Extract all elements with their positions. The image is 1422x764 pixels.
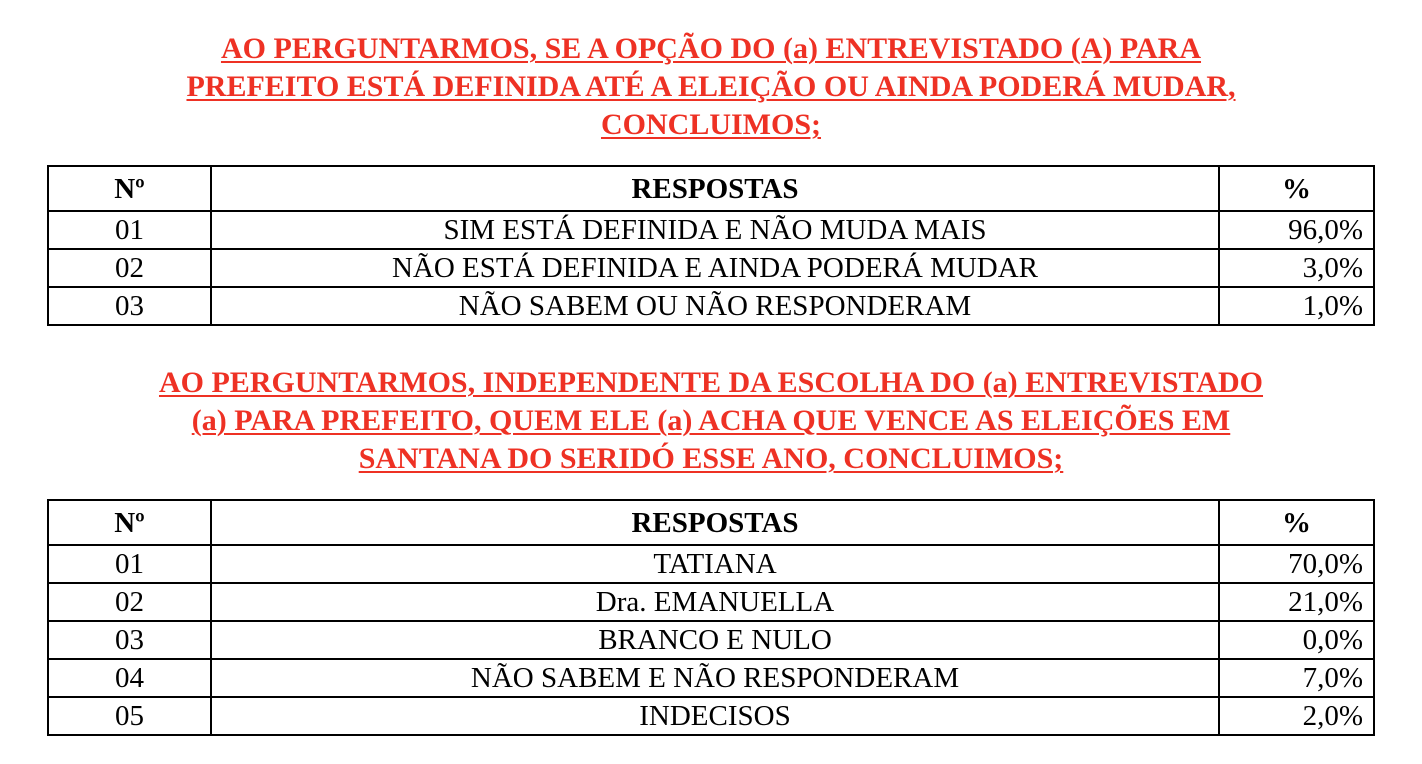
table-row [48,287,1374,325]
table-row [48,249,1374,287]
row-number: 02 [48,583,211,621]
row-percent: 0,0% [1219,621,1374,659]
table-row [48,659,1374,697]
section1-heading [0,30,1422,144]
winner-expectation-table [47,499,1375,736]
section2-heading [0,364,1422,478]
table-header-row [48,166,1374,211]
row-response: Dra. EMANUELLA [211,583,1219,621]
row-number: 04 [48,659,211,697]
row-percent: 21,0% [1219,583,1374,621]
table-row [48,583,1374,621]
table-row [48,545,1374,583]
row-number: 05 [48,697,211,735]
header-number: Nº [48,500,211,545]
row-response: TATIANA [211,545,1219,583]
row-percent: 96,0% [1219,211,1374,249]
decision-table [47,165,1375,326]
row-response: INDECISOS [211,697,1219,735]
table-row [48,211,1374,249]
table-header-row [48,500,1374,545]
table-row [48,697,1374,735]
heading-line: PREFEITO ESTÁ DEFINIDA ATÉ A ELEIÇÃO OU AINDA PODERÁ MUDAR, [186,70,1236,103]
row-number: 03 [48,621,211,659]
row-percent: 3,0% [1219,249,1374,287]
row-percent: 7,0% [1219,659,1374,697]
row-response: NÃO ESTÁ DEFINIDA E AINDA PODERÁ MUDAR [211,249,1219,287]
row-number: 03 [48,287,211,325]
row-number: 02 [48,249,211,287]
header-percent: % [1219,166,1374,211]
header-responses: RESPOSTAS [211,500,1219,545]
heading-line: CONCLUIMOS; [600,108,821,141]
row-response: NÃO SABEM OU NÃO RESPONDERAM [211,287,1219,325]
row-percent: 70,0% [1219,545,1374,583]
heading-line: (a) PARA PREFEITO, QUEM ELE (a) ACHA QUE VENCE AS ELEIÇÕES EM [191,404,1231,437]
row-response: BRANCO E NULO [211,621,1219,659]
heading-line: AO PERGUNTARMOS, SE A OPÇÃO DO (a) ENTREVISTADO (A) PARA [220,32,1202,65]
header-percent: % [1219,500,1374,545]
row-response: NÃO SABEM E NÃO RESPONDERAM [211,659,1219,697]
table-row [48,621,1374,659]
row-response: SIM ESTÁ DEFINIDA E NÃO MUDA MAIS [211,211,1219,249]
heading-line: SANTANA DO SERIDÓ ESSE ANO, CONCLUIMOS; [358,442,1064,475]
row-number: 01 [48,211,211,249]
row-number: 01 [48,545,211,583]
header-responses: RESPOSTAS [211,166,1219,211]
row-percent: 1,0% [1219,287,1374,325]
heading-line: AO PERGUNTARMOS, INDEPENDENTE DA ESCOLHA DO (a) ENTREVISTADO [158,366,1264,399]
header-number: Nº [48,166,211,211]
row-percent: 2,0% [1219,697,1374,735]
